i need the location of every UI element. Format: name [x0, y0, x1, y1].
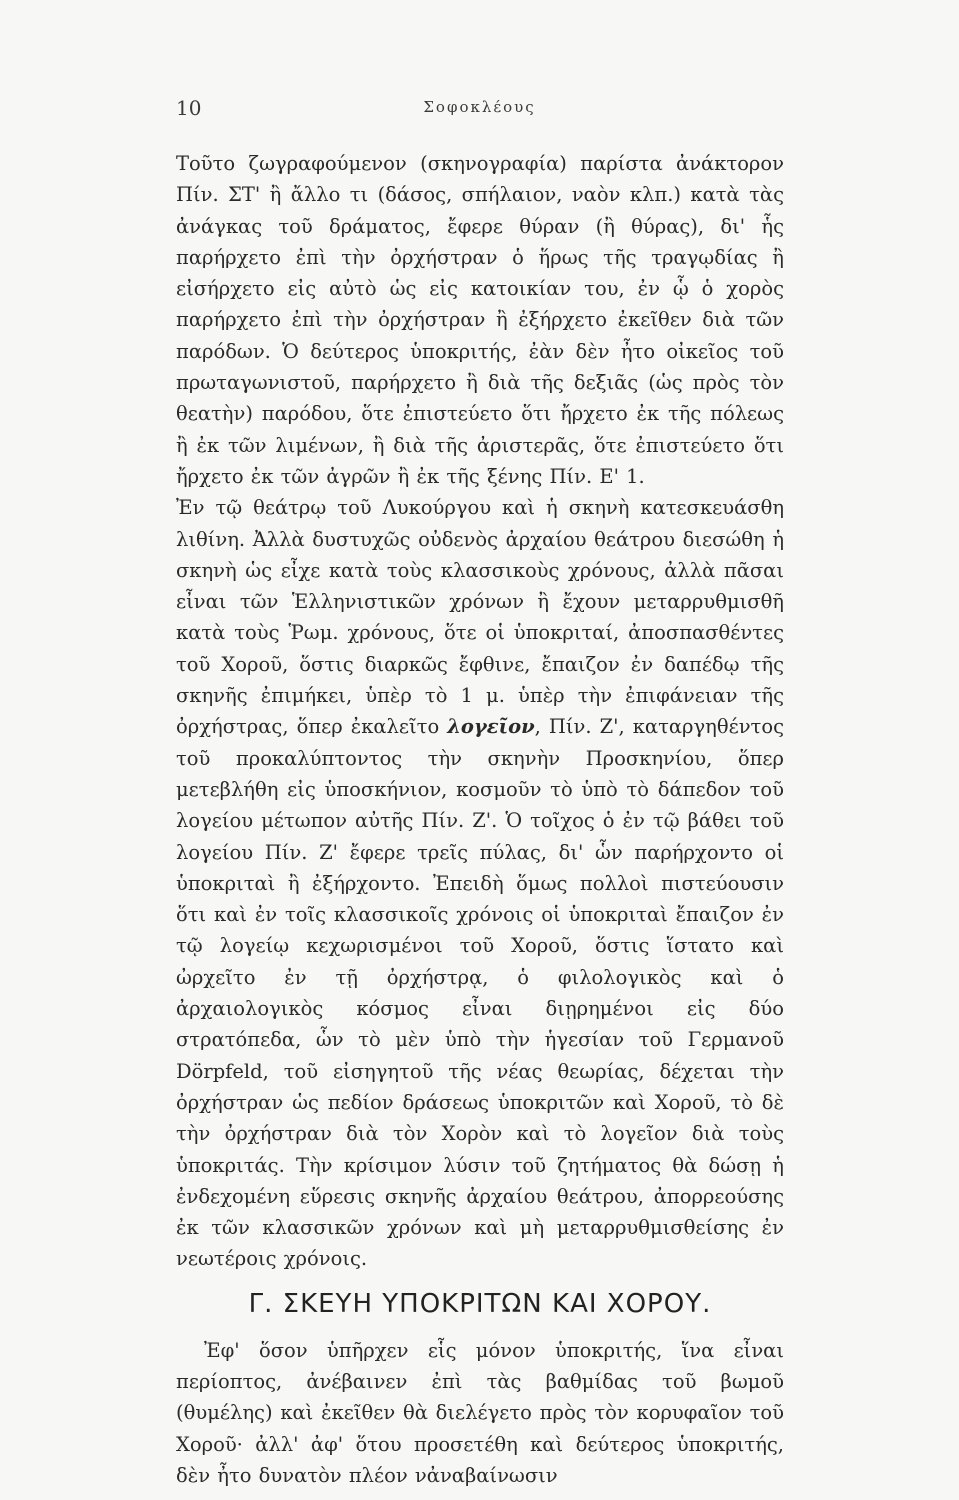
page-header — [176, 96, 783, 126]
paragraph-actors-equipment — [176, 1335, 784, 1491]
paragraph-lycurgus-theatre — [176, 492, 784, 1274]
paragraph-text: Ἐν τῷ θεάτρῳ τοῦ Λυκούργου καὶ ἡ σκηνὴ κατεσκευάσθη λιθίνη. Ἀλλὰ δυστυχῶς οὐδενὸς ἀρχαίου θεάτρου διεσώθη ἡ σκηνὴ ὡς εἶχε κατὰ τοὺς κλασσικοὺς χρόνους, ἀλλὰ πᾶσαι εἶναι τῶν Ἑλληνιστικῶν χρόνων ἢ ἔχουν μεταρρυθμισθῆ κατὰ τοὺς Ῥωμ. χρόνους, ὅτε οἱ ὑποκριταί, ἀποσπασθέντες τοῦ Χοροῦ, ὅστις διαρκῶς ἔφθινε, ἔπαιζον ἐν δαπέδῳ τῆς σκηνῆς ἐπιμήκει, ὑπὲρ τὸ 1 μ. ὑπὲρ τὴν ἐπιφάνειαν τῆς ὀρχήστρας, ὅπερ ἐκαλεῖτο — [176, 496, 784, 739]
running-title: Σοφοκλέους — [423, 98, 536, 116]
paragraph-text: , Πίν. Ζ', καταργηθέντος τοῦ προκαλύπτοντος τὴν σκηνὴν Προσκηνίου, ὅπερ μετεβλήθη εἰς ὑποσκήνιον, κοσμοῦν τὸ ὑπὸ τὸ δάπεδον τοῦ λογείου μέτωπον αὐτῆς Πίν. Ζ'. Ὁ τοῖχος ὁ ἐν τῷ βάθει τοῦ λογείου Πίν. Ζ' ἔφερε τρεῖς πύλας, δι' ὧν παρήρχοντο οἱ ὑποκριταὶ ἢ ἐξήρχοντο. Ἐπειδὴ ὅμως πολλοὶ πιστεύουσιν ὅτι καὶ ἐν τοῖς κλασσικοῖς χρόνοις οἱ ὑποκριταὶ ἔπαιζον ἐν τῷ λογείῳ κεχωρισμένοι τοῦ Χοροῦ, ὅστις ἵστατο καὶ ὠρχεῖτο ἐν τῇ ὀρχήστρᾳ, ὁ φιλολογικὸς καὶ ὁ ἀρχαιολογικὸς κόσμος εἶναι διῃρημένοι εἰς δύο στρατόπεδα, ὧν τὸ μὲν ὑπὸ τὴν ἡγεσίαν τοῦ Γερμανοῦ Dörpfeld, τοῦ εἰσηγητοῦ τῆς νέας θεωρίας, δέχεται τὴν ὀρχήστραν ὡς πεδίον δράσεως ὑποκριτῶν καὶ Χοροῦ, τὸ δὲ τὴν ὀρχήστραν διὰ τὸν Χορὸν καὶ τὸ λογεῖον διὰ τοὺς ὑποκριτάς. Τὴν κρίσιμον λύσιν τοῦ ζητήματος θὰ δώσῃ ἡ ἐνδεχομένη εὕρεσις σκηνῆς ἀρχαίου θεάτρου, ἀπορρεούσης ἐκ τῶν κλασσικῶν χρόνων καὶ μὴ μεταρρυθμισθείσης ἐν νεωτέροις χρόνοις. — [176, 715, 785, 1271]
page-body — [176, 148, 784, 1491]
paragraph-stage-setting — [176, 148, 784, 492]
emphasized-term: λογεῖον — [447, 715, 535, 739]
paragraph-text: Ἐφ' ὅσον ὑπῆρχεν εἷς μόνον ὑποκριτής, ἵνα εἶναι περίοπτος, ἀνέβαινεν ἐπὶ τὰς βαθμίδας τοῦ βωμοῦ (θυμέλης) καὶ ἐκεῖθεν θὰ διελέγετο πρὸς τὸν κορυφαῖον τοῦ Χοροῦ· ἀλλ' ἀφ' ὅτου προσετέθη καὶ δεύτερος ὑποκριτής, δὲν ἦτο δυνατὸν πλέον νἀναβαίνωσιν — [176, 1338, 784, 1487]
paragraph-text: Τοῦτο ζωγραφούμενον (σκηνογραφία) παρίστα ἀνάκτορον Πίν. ΣΤ' ἢ ἄλλο τι (δάσος, σπήλαιον, ναὸν κλπ.) κατὰ τὰς ἀνάγκας τοῦ δράματος, ἔφερε θύραν (ἢ θύρας), δι' ἧς παρήρχετο ἐπὶ τὴν ὀρχήστραν ὁ ἥρως τῆς τραγῳδίας ἢ εἰσήρχετο εἰς αὐτὸ ὡς εἰς κατοικίαν του, ἐν ᾧ ὁ χορὸς παρήρχετο ἐπὶ τὴν ὀρχήστραν ἢ ἐξήρχετο ἐκεῖθεν διὰ τῶν παρόδων. Ὁ δεύτερος ὑποκριτής, ἐὰν δὲν ἦτο οἰκεῖος τοῦ πρωταγωνιστοῦ, παρήρχετο ἢ διὰ τῆς δεξιᾶς (ὡς πρὸς τὸν θεατὴν) παρόδου, ὅτε ἐπιστεύετο ὅτι ἤρχετο ἐκ τῆς πόλεως ἢ ἐκ τῶν λιμένων, ἢ διὰ τῆς ἀριστερᾶς, ὅτε ἐπιστεύετο ὅτι ἤρχετο ἐκ τῶν ἀγρῶν ἢ ἐκ τῆς ξένης Πίν. Ε' 1. — [176, 152, 784, 488]
section-heading: Γ. ΣΚΕΥΗ ΥΠΟΚΡΙΤΩΝ ΚΑΙ ΧΟΡΟΥ. — [248, 1288, 712, 1319]
page-number: 10 — [176, 96, 202, 120]
